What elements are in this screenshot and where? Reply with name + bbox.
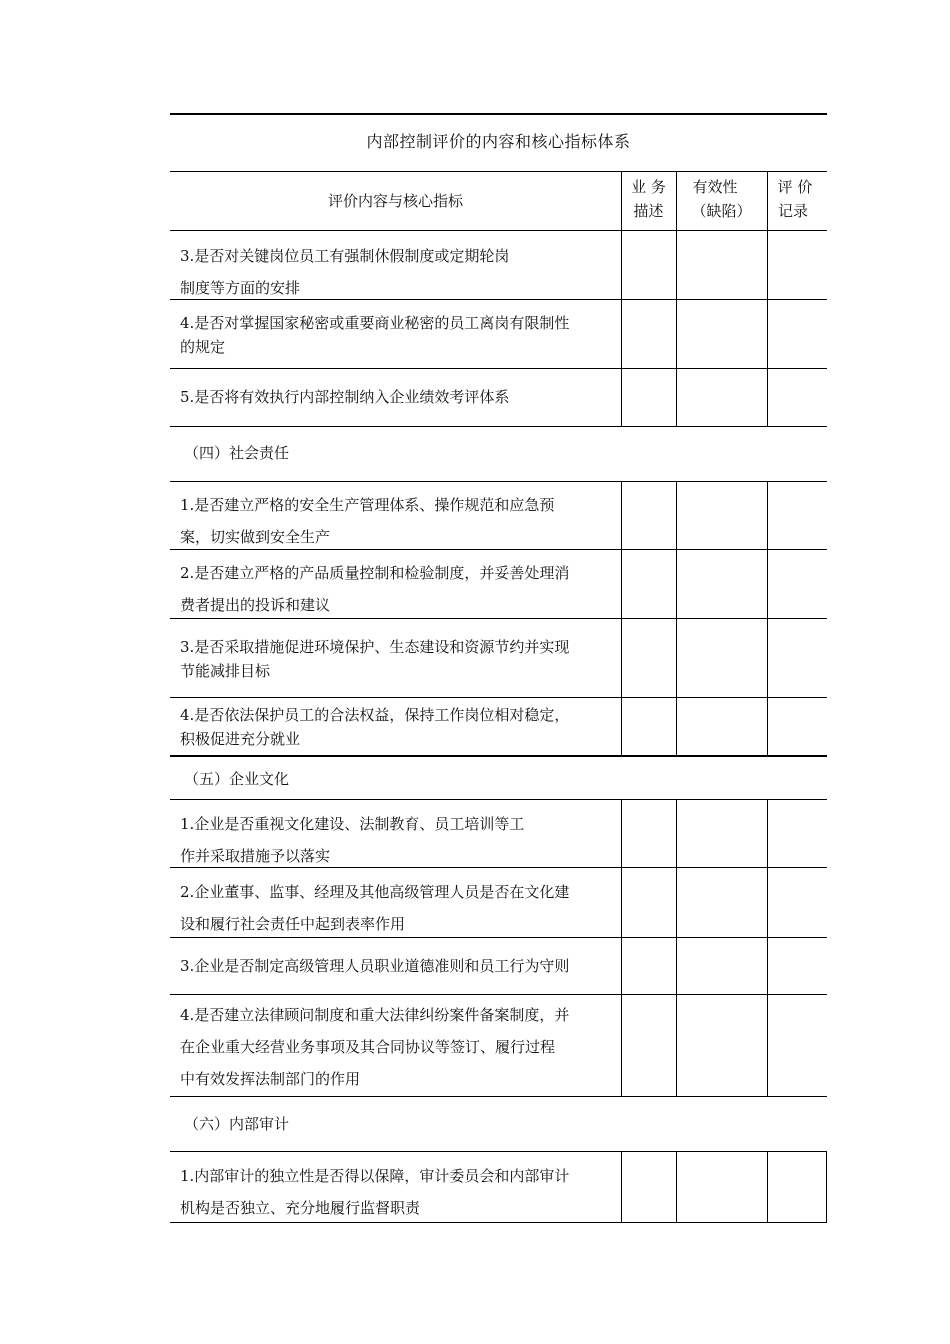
row-rule bbox=[170, 426, 827, 427]
header-effective-2: （缺陷） bbox=[691, 202, 752, 220]
column-line bbox=[621, 799, 622, 1096]
row-rule bbox=[170, 994, 827, 995]
row-rule bbox=[170, 755, 827, 757]
section-heading: （四）社会责任 bbox=[184, 444, 290, 462]
row-rule bbox=[170, 368, 827, 369]
table-row: 1.内部审计的独立性是否得以保障，审计委员会和内部审计 机构是否独立、充分地履行监督职责 bbox=[180, 1167, 570, 1217]
column-line bbox=[767, 481, 768, 755]
header-record-2: 记录 bbox=[777, 202, 808, 220]
row-rule bbox=[170, 1151, 827, 1152]
column-line bbox=[676, 481, 677, 755]
title-bottom-rule bbox=[170, 171, 827, 172]
header-business-2: 描述 bbox=[633, 202, 664, 220]
column-line bbox=[826, 1151, 827, 1222]
table-row: 3.是否对关键岗位员工有强制休假制度或定期轮岗 制度等方面的安排 bbox=[180, 247, 510, 297]
table-row: 4.是否对掌握国家秘密或重要商业秘密的员工离岗有限制性 的规定 bbox=[180, 314, 570, 356]
table-row: 3.是否采取措施促进环境保护、生态建设和资源节约并实现 节能减排目标 bbox=[180, 638, 570, 680]
table-row: 2.企业董事、监事、经理及其他高级管理人员是否在文化建 设和履行社会责任中起到表率作用 bbox=[180, 883, 570, 933]
table-top-rule bbox=[170, 113, 827, 115]
column-line bbox=[767, 1151, 768, 1222]
section-heading: （五）企业文化 bbox=[184, 770, 290, 788]
row-rule bbox=[170, 481, 827, 482]
header-record-1: 评 价 bbox=[777, 178, 813, 196]
table-row: 1.企业是否重视文化建设、法制教育、员工培训等工 作并采取措施予以落实 bbox=[180, 815, 525, 865]
table-title: 内部控制评价的内容和核心指标体系 bbox=[366, 132, 631, 151]
row-rule bbox=[170, 1096, 827, 1097]
column-line bbox=[767, 799, 768, 1096]
table-row: 4.是否建立法律顾问制度和重大法律纠纷案件备案制度，并 在企业重大经营业务事项及其合同协议等签订、履行过程 中有效发挥法制部门的作用 bbox=[180, 1006, 570, 1088]
column-line bbox=[621, 481, 622, 755]
header-business-1: 业 务 bbox=[631, 178, 666, 196]
table-row: 1.是否建立严格的安全生产管理体系、操作规范和应急预 案，切实做到安全生产 bbox=[180, 496, 555, 546]
header-bottom-rule bbox=[170, 230, 827, 231]
column-line bbox=[676, 1151, 677, 1222]
section-heading: （六）内部审计 bbox=[184, 1115, 290, 1133]
table-row: 2.是否建立严格的产品质量控制和检验制度，并妥善处理消 费者提出的投诉和建议 bbox=[180, 564, 570, 614]
table-row: 4.是否依法保护员工的合法权益，保持工作岗位相对稳定， 积极促进充分就业 bbox=[180, 706, 570, 748]
row-rule bbox=[170, 697, 827, 698]
table-row: 5.是否将有效执行内部控制纳入企业绩效考评体系 bbox=[180, 388, 510, 406]
header-content: 评价内容与核心指标 bbox=[327, 192, 463, 210]
column-line bbox=[621, 1151, 622, 1222]
table-row: 3.企业是否制定高级管理人员职业道德准则和员工行为守则 bbox=[180, 957, 570, 975]
column-line bbox=[676, 799, 677, 1096]
header-effective-1: 有效性 bbox=[692, 178, 738, 196]
row-rule bbox=[170, 799, 827, 800]
